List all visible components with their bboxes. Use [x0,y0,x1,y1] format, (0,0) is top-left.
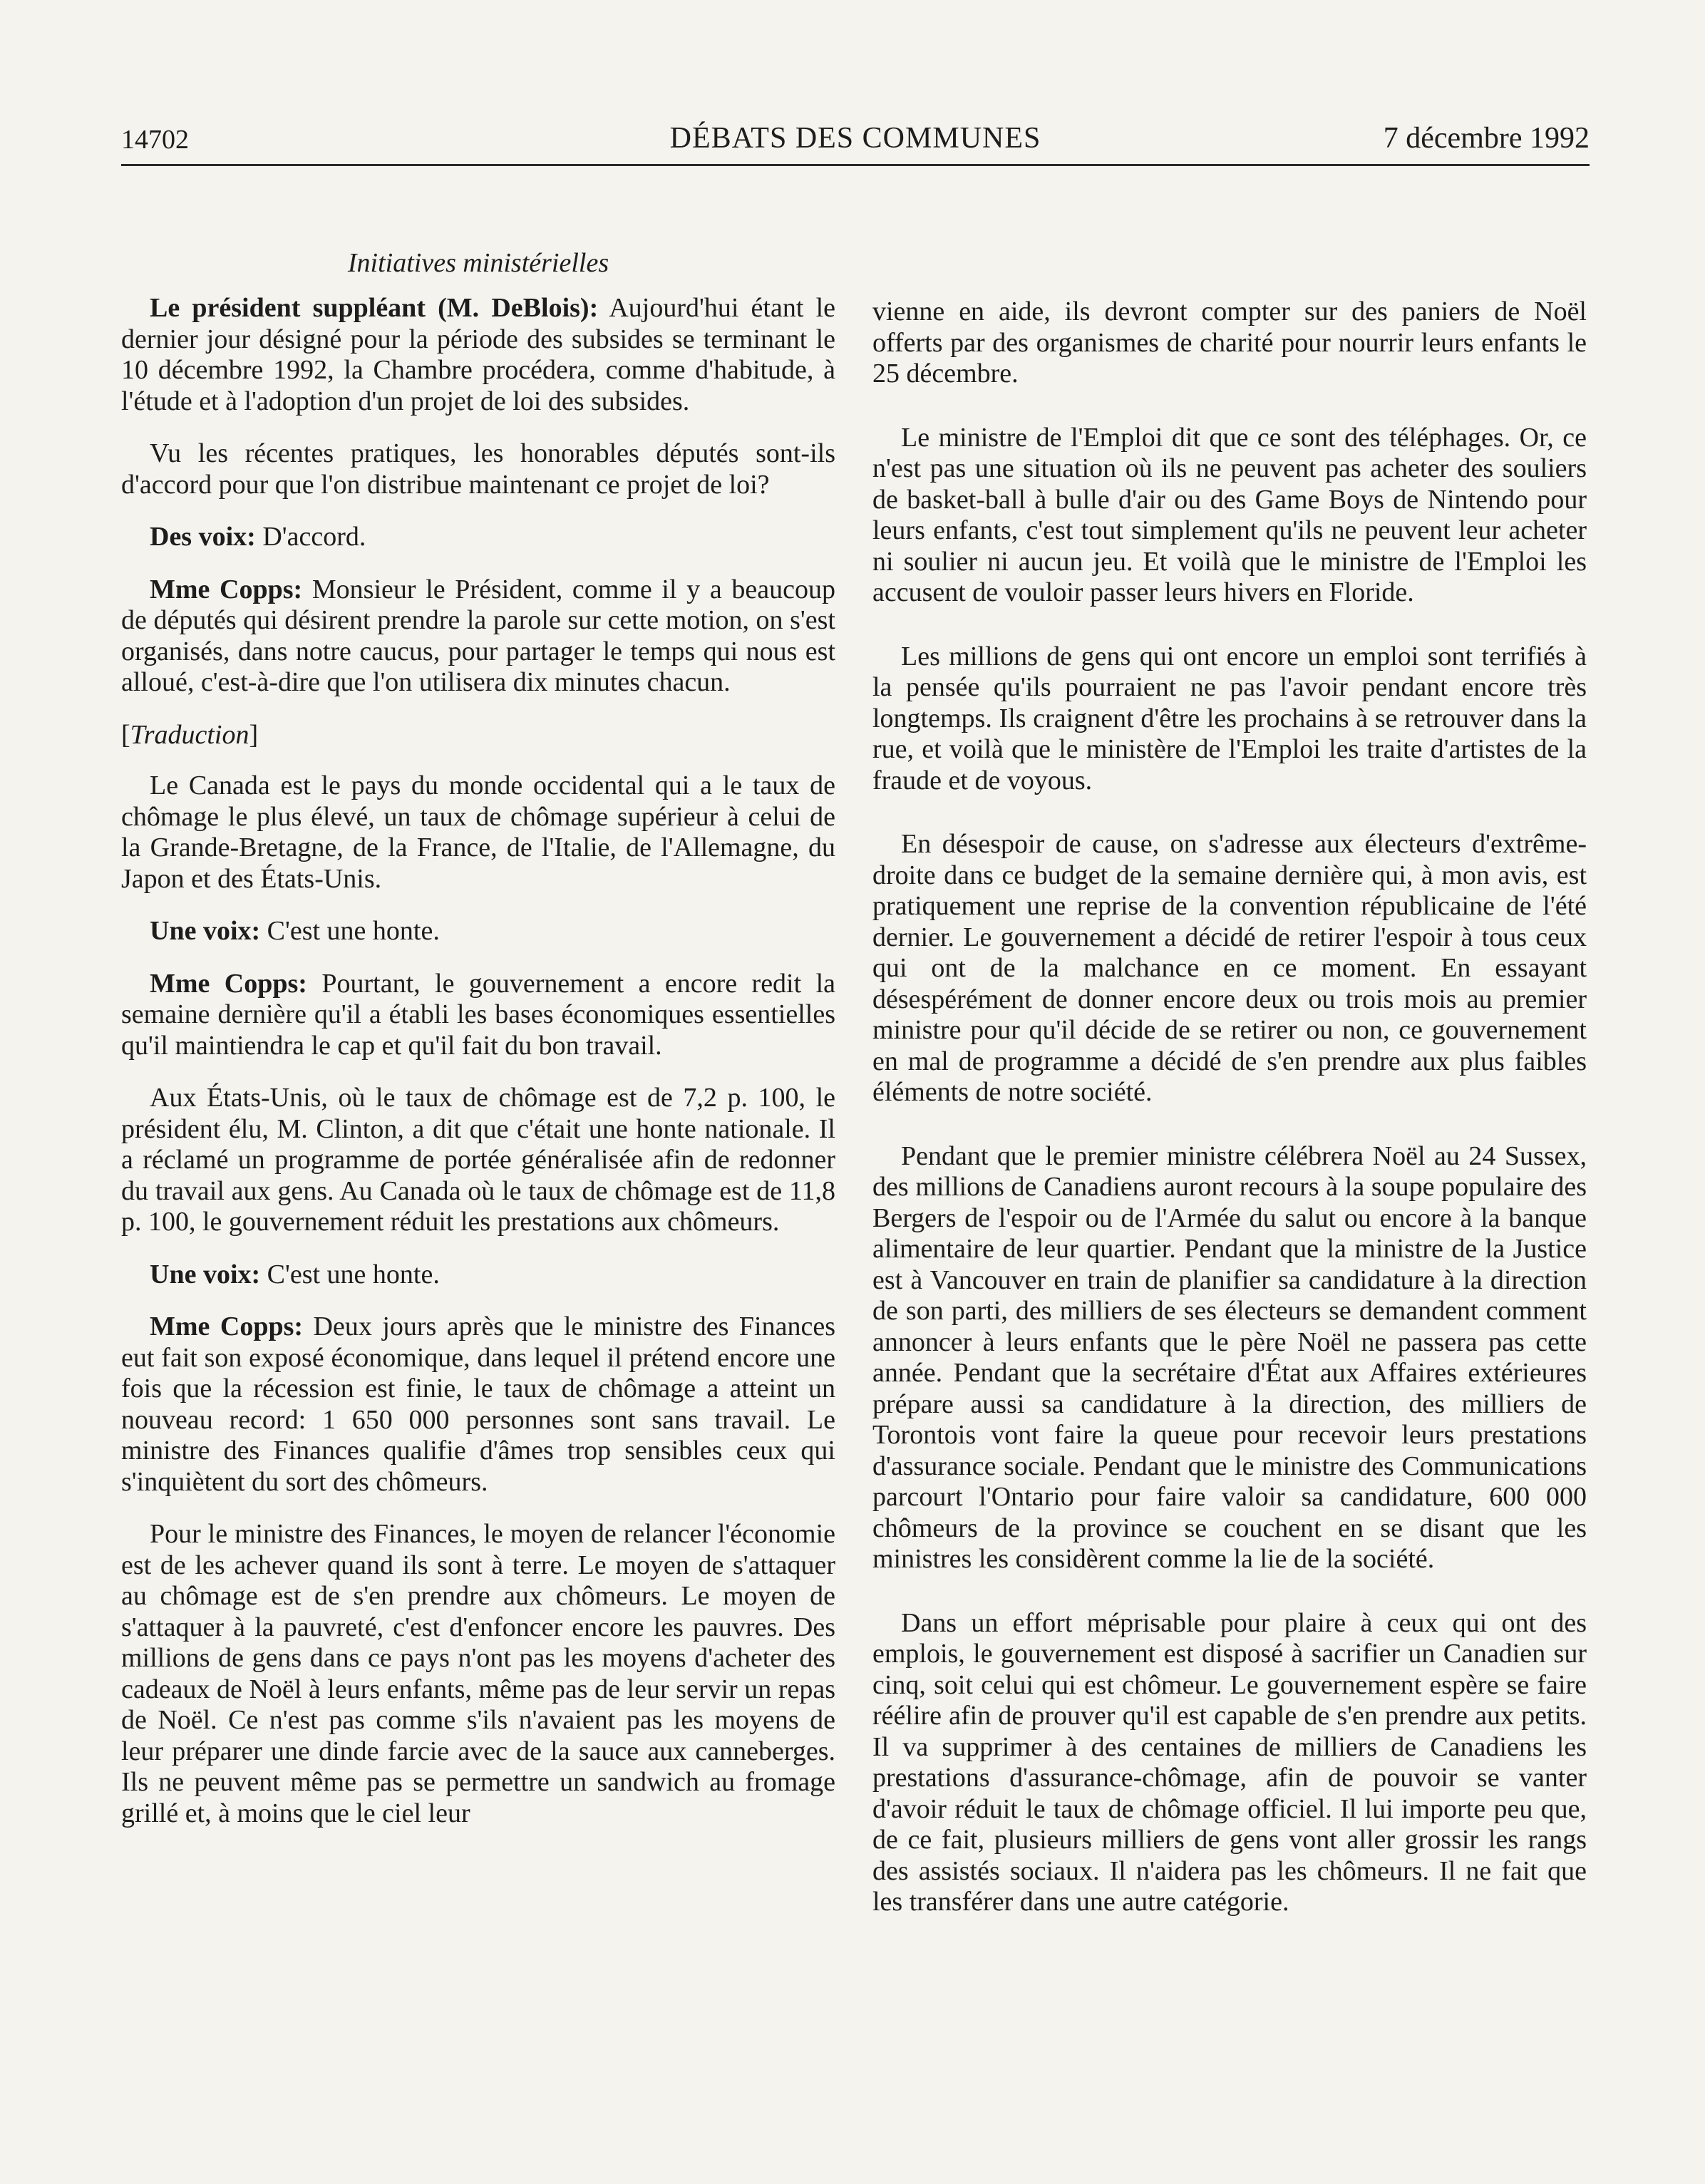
paragraph [121,438,835,500]
paragraph-text: Aux États-Unis, où le taux de chômage est de 7,2 p. 100, le président élu, M. Clinton, a dit que c'était une honte nationale. Il a réclamé un programme de portée généralisée afin de redonner du travail aux gens. Au Canada où le taux de chômage est de 11,8 p. 100, le gouvernement réduit les prestations aux chômeurs. [121,1083,835,1237]
paragraph [121,1260,835,1291]
paragraph: En désespoir de cause, on s'adresse aux électeurs d'extrême-droite dans ce budget de la semaine dernière qui, à mon avis, est pratiquement une reprise de la convention républicaine de l'été dernier. Le gouvernement a décidé de retirer l'espoir à tous ceux qui ont de la malchance en ce moment. En essayant désespérément de donner encore deux ou trois mois au premier ministre pour qu'il décide de se retirer ou non, ce gouvernement en mal de programme a décidé de s'en prendre aux plus faibles éléments de notre société. [872,829,1587,1107]
speaker-name: Mme Copps: [150,1312,304,1341]
paragraph [121,1519,835,1829]
paragraph [121,522,835,553]
paragraph [121,916,835,947]
paragraph: Dans un effort méprisable pour plaire à ceux qui ont des emplois, le gouvernement est disposé à sacrifier un Canadien sur cinq, soit celui qui est chômeur. Le gouvernement espère se faire réélire afin de prouver qu'il est capable de s'en prendre aux petits. Il va supprimer à des centaines de milliers de Canadiens les prestations d'assurance-chômage, afin de pouvoir se vanter d'avoir réduit le taux de chômage officiel. Il lui importe peu que, de ce fait, plusieurs milliers de gens vont aller grossir les rangs des assistés sociaux. Il n'aidera pas les chômeurs. Il ne fait que les transférer dans une autre catégorie. [872,1607,1587,1917]
paragraph: Pendant que le premier ministre célébrera Noël au 24 Sussex, des millions de Canadiens auront recours à la soupe populaire des Bergers de l'espoir ou de l'Armée du salut ou encore à la banque alimentaire de leur quartier. Pendant que la ministre de la Justice est à Vancouver en train de planifier sa candidature à la direction de son parti, des milliers de ses électeurs se demandent comment annoncer à leurs enfants que le père Noël ne passera pas cette année. Pendant que la secrétaire d'État aux Affaires extérieures prépare aussi sa candidature à la direction, des milliers de Torontois vont faire la queue pour recevoir leurs prestations d'assurance sociale. Pendant que le ministre des Communications parcourt l'Ontario pour faire valoir sa candidature, 600 000 chômeurs de la province se couchent en se disant que les ministres les considèrent comme la lie de la société. [872,1140,1587,1574]
paragraph [121,1312,835,1498]
running-header [121,120,1590,163]
speaker-name: Mme Copps: [150,968,307,999]
paragraph: Le ministre de l'Emploi dit que ce sont des téléphages. Or, ce n'est pas une situation où ils ne peuvent pas acheter des souliers de basket-ball à bulle d'air ou des Game Boys de Nintendo pour leurs enfants, c'est tout simplement qu'ils ne peuvent leur acheter ni soulier ni aucun jeu. Et voilà que le ministre de l'Emploi les accusent de vouloir passer leurs hivers en Floride. [872,422,1587,607]
issue-date: 7 décembre 1992 [1383,122,1590,155]
section-title: Initiatives ministérielles [347,248,609,278]
paragraph [121,1083,835,1238]
paragraph-text: C'est une honte. [260,1259,440,1289]
translation-label: Traduction [130,719,249,750]
document-page [121,120,1590,2133]
paragraph [121,575,835,699]
paragraph-text: Deux jours après que le ministre des Finances eut fait son exposé économique, dans lequel il prétend encore une fois que la récession est finie, le taux de chômage a atteint un nouveau record: 1 650 000 personnes sont sans travail. Le ministre des Finances qualifie d'âmes trop sensibles ceux qui s'inquiètent du sort des chômeurs. [121,1312,835,1497]
speaker-name: Le président suppléant (M. DeBlois): [150,293,599,323]
paragraph-text: Vu les récentes pratiques, les honorables députés sont-ils d'accord pour que l'on distribue maintenant ce projet de loi? [121,438,835,500]
left-column [121,166,835,1850]
paragraph-text: C'est une honte. [260,916,440,946]
paragraph [121,771,835,895]
paragraph-text: Pourtant, le gouvernement a encore redit la semaine dernière qu'il a établi les bases économiques essentielles qu'il maintiendra le cap et qu'il fait du bon travail. [121,968,835,1061]
paragraph-text: Le Canada est le pays du monde occidental qui a le taux de chômage le plus élevé, un taux de chômage supérieur à celui de la Grande-Bretagne, de la France, de l'Italie, de l'Allemagne, du Japon et des États-Unis. [121,771,835,894]
speaker-name: Mme Copps: [150,574,303,604]
right-column [872,297,1587,1951]
speaker-name: Une voix: [150,1259,261,1289]
paragraph-text: Monsieur le Président, comme il y a beaucoup de députés qui désirent prendre la parole sur cette motion, on s'est organisés, dans notre caucus, pour partager le temps qui nous est alloué, c'est-à-dire que l'on utilisera dix minutes chacun. [121,574,835,697]
paragraph: Les millions de gens qui ont encore un emploi sont terrifiés à la pensée qu'ils pourraient ne pas l'avoir pendant encore très longtemps. Ils craignent d'être les prochains à se retrouver dans la rue, et voilà que le ministère de l'Emploi les traite d'artistes de la fraude et de voyous. [872,641,1587,795]
paragraph [121,969,835,1062]
translation-marker: [Traduction] [121,719,259,750]
paragraph-text: D'accord. [255,522,366,552]
paragraph [121,293,835,417]
paragraph-text: Aujourd'hui étant le dernier jour désigné pour la période des subsides se terminant le 10 décembre 1992, la Chambre procédera, comme d'habitude, à l'étude et à l'adoption d'un projet de loi des subsides. [121,293,836,416]
two-column-body [121,166,1590,2133]
paragraph-text: Pour le ministre des Finances, le moyen de relancer l'économie est de les achever quand ils sont à terre. Le moyen de s'attaquer au chômage est de s'en prendre aux chômeurs. Le moyen de s'attaquer à la pauvreté, c'est d'enfoncer encore les pauvres. Des millions de gens dans ce pays n'ont pas les moyens d'acheter des cadeaux de Noël à leurs enfants, même pas de leur servir un repas de Noël. Ce n'est pas comme s'ils n'avaient pas les moyens de leur préparer une dinde farcie avec de la sauce aux canneberges. Ils ne peuvent même pas se permettre un sandwich au fromage grillé et, à moins que le ciel leur [121,1519,835,1828]
journal-title: DÉBATS DES COMMUNES [669,122,1041,155]
paragraph: vienne en aide, ils devront compter sur des paniers de Noël offerts par des organismes de charité pour nourrir leurs enfants le 25 décembre. [872,297,1587,388]
page-number: 14702 [121,125,189,155]
speaker-name: Des voix: [150,522,256,552]
speaker-name: Une voix: [150,916,261,946]
